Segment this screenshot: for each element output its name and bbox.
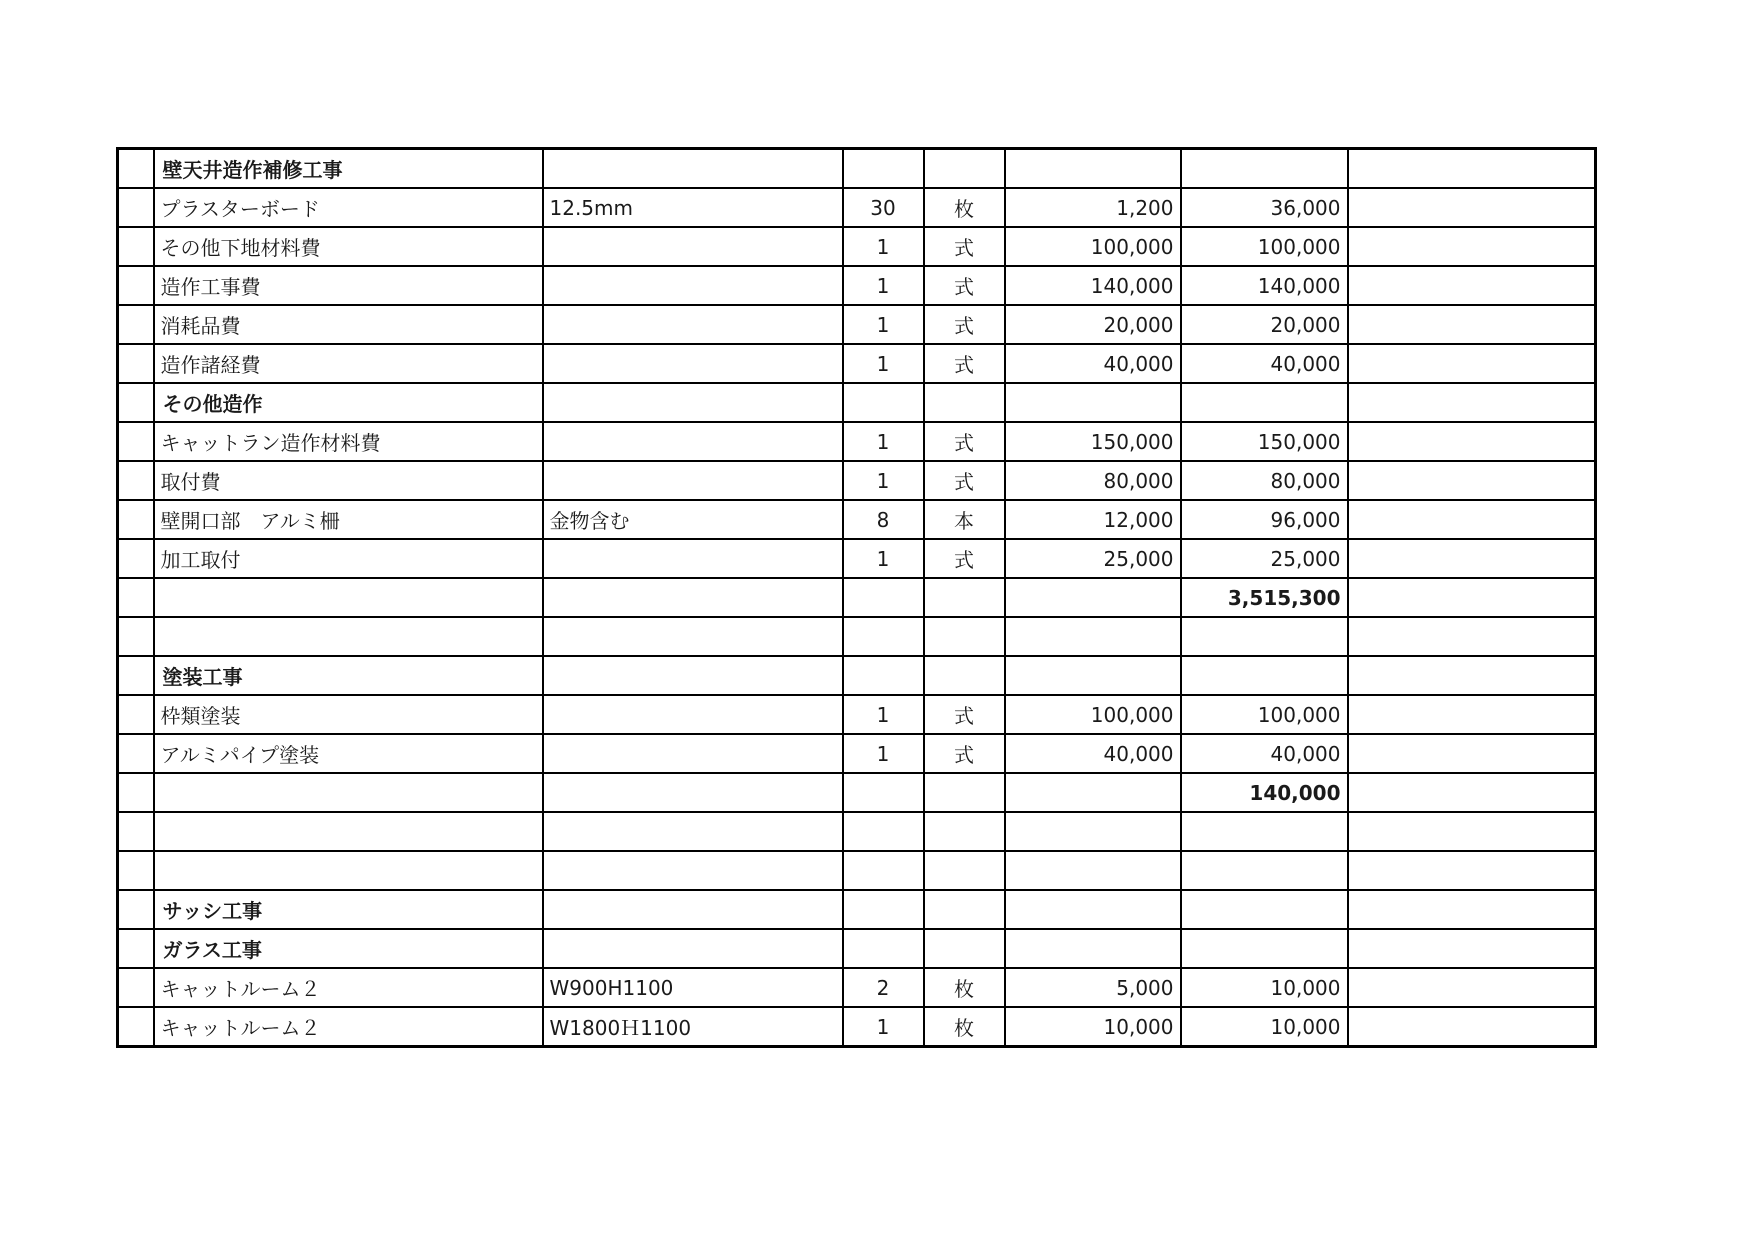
item-name-cell: ガラス工事 (154, 929, 543, 968)
amount-cell: 40,000 (1181, 344, 1348, 383)
item-row (118, 422, 1596, 461)
quantity-cell: 1 (843, 461, 924, 500)
note-cell (1348, 812, 1596, 851)
item-row (118, 188, 1596, 227)
unit-price-cell: 5,000 (1005, 968, 1181, 1007)
amount-cell: 20,000 (1181, 305, 1348, 344)
estimate-table (116, 147, 1597, 1048)
quantity-cell: 1 (843, 695, 924, 734)
quantity-cell (843, 851, 924, 890)
amount-cell (1181, 656, 1348, 695)
quantity-cell: 1 (843, 227, 924, 266)
note-cell (1348, 539, 1596, 578)
unit-cell: 式 (924, 227, 1005, 266)
item-spec-cell: W900H1100 (543, 968, 843, 1007)
item-spec-cell (543, 851, 843, 890)
quantity-cell (843, 149, 924, 189)
row-index-cell (118, 773, 154, 812)
unit-cell: 式 (924, 461, 1005, 500)
unit-cell: 本 (924, 500, 1005, 539)
amount-cell: 140,000 (1181, 773, 1348, 812)
item-spec-cell (543, 617, 843, 656)
unit-price-cell (1005, 617, 1181, 656)
quantity-cell (843, 578, 924, 617)
unit-cell (924, 929, 1005, 968)
note-cell (1348, 695, 1596, 734)
unit-cell: 式 (924, 266, 1005, 305)
row-index-cell (118, 812, 154, 851)
amount-cell (1181, 149, 1348, 189)
unit-price-cell (1005, 578, 1181, 617)
note-cell (1348, 617, 1596, 656)
item-name-cell (154, 851, 543, 890)
unit-price-cell (1005, 812, 1181, 851)
unit-cell: 式 (924, 344, 1005, 383)
item-row (118, 695, 1596, 734)
item-row (118, 344, 1596, 383)
item-name-cell: キャットルーム２ (154, 968, 543, 1007)
row-index-cell (118, 149, 154, 189)
note-cell (1348, 188, 1596, 227)
quantity-cell (843, 773, 924, 812)
unit-cell (924, 890, 1005, 929)
quantity-cell: 1 (843, 305, 924, 344)
unit-cell (924, 773, 1005, 812)
unit-price-cell: 80,000 (1005, 461, 1181, 500)
subtotal-row (118, 578, 1596, 617)
amount-cell: 3,515,300 (1181, 578, 1348, 617)
item-row (118, 266, 1596, 305)
note-cell (1348, 461, 1596, 500)
note-cell (1348, 422, 1596, 461)
quantity-cell (843, 812, 924, 851)
unit-price-cell: 1,200 (1005, 188, 1181, 227)
quantity-cell: 1 (843, 266, 924, 305)
amount-cell: 80,000 (1181, 461, 1348, 500)
item-spec-cell (543, 695, 843, 734)
unit-price-cell (1005, 656, 1181, 695)
amount-cell: 10,000 (1181, 1007, 1348, 1047)
row-index-cell (118, 227, 154, 266)
amount-cell (1181, 929, 1348, 968)
empty-row (118, 851, 1596, 890)
unit-price-cell (1005, 890, 1181, 929)
item-row (118, 539, 1596, 578)
item-spec-cell (543, 461, 843, 500)
amount-cell (1181, 851, 1348, 890)
amount-cell (1181, 812, 1348, 851)
row-index-cell (118, 617, 154, 656)
item-name-cell: 壁天井造作補修工事 (154, 149, 543, 189)
item-name-cell: アルミパイプ塗装 (154, 734, 543, 773)
quantity-cell (843, 656, 924, 695)
note-cell (1348, 734, 1596, 773)
unit-cell: 式 (924, 734, 1005, 773)
note-cell (1348, 500, 1596, 539)
item-name-cell: 塗装工事 (154, 656, 543, 695)
unit-cell (924, 149, 1005, 189)
note-cell (1348, 266, 1596, 305)
row-index-cell (118, 305, 154, 344)
item-name-cell: キャットルーム２ (154, 1007, 543, 1047)
note-cell (1348, 578, 1596, 617)
row-index-cell (118, 422, 154, 461)
unit-cell (924, 383, 1005, 422)
amount-cell: 100,000 (1181, 695, 1348, 734)
section-row (118, 383, 1596, 422)
item-spec-cell (543, 539, 843, 578)
item-name-cell (154, 617, 543, 656)
row-index-cell (118, 266, 154, 305)
amount-cell: 100,000 (1181, 227, 1348, 266)
unit-cell (924, 617, 1005, 656)
unit-price-cell: 20,000 (1005, 305, 1181, 344)
unit-price-cell: 100,000 (1005, 695, 1181, 734)
item-spec-cell (543, 734, 843, 773)
amount-cell: 25,000 (1181, 539, 1348, 578)
unit-cell: 枚 (924, 968, 1005, 1007)
item-row (118, 461, 1596, 500)
unit-price-cell (1005, 929, 1181, 968)
unit-price-cell: 40,000 (1005, 344, 1181, 383)
unit-price-cell (1005, 149, 1181, 189)
note-cell (1348, 344, 1596, 383)
quantity-cell: 2 (843, 968, 924, 1007)
quantity-cell: 30 (843, 188, 924, 227)
item-spec-cell (543, 305, 843, 344)
unit-price-cell: 100,000 (1005, 227, 1181, 266)
item-row (118, 500, 1596, 539)
item-name-cell: プラスターボード (154, 188, 543, 227)
section-row (118, 929, 1596, 968)
item-spec-cell (543, 422, 843, 461)
note-cell (1348, 227, 1596, 266)
item-row (118, 305, 1596, 344)
note-cell (1348, 305, 1596, 344)
item-spec-cell (543, 578, 843, 617)
empty-row (118, 812, 1596, 851)
quantity-cell (843, 383, 924, 422)
item-name-cell: 造作諸経費 (154, 344, 543, 383)
unit-price-cell: 10,000 (1005, 1007, 1181, 1047)
row-index-cell (118, 539, 154, 578)
unit-cell (924, 812, 1005, 851)
unit-cell: 枚 (924, 188, 1005, 227)
amount-cell: 40,000 (1181, 734, 1348, 773)
item-name-cell: サッシ工事 (154, 890, 543, 929)
item-spec-cell (543, 383, 843, 422)
section-row (118, 890, 1596, 929)
subtotal-row (118, 773, 1596, 812)
row-index-cell (118, 968, 154, 1007)
quantity-cell (843, 617, 924, 656)
unit-price-cell (1005, 383, 1181, 422)
unit-price-cell: 140,000 (1005, 266, 1181, 305)
row-index-cell (118, 734, 154, 773)
unit-cell (924, 656, 1005, 695)
item-spec-cell (543, 929, 843, 968)
amount-cell: 96,000 (1181, 500, 1348, 539)
item-name-cell (154, 773, 543, 812)
item-name-cell: キャットラン造作材料費 (154, 422, 543, 461)
unit-cell (924, 578, 1005, 617)
amount-cell: 36,000 (1181, 188, 1348, 227)
row-index-cell (118, 344, 154, 383)
empty-row (118, 617, 1596, 656)
item-name-cell: 消耗品費 (154, 305, 543, 344)
item-spec-cell (543, 227, 843, 266)
item-name-cell: その他下地材料費 (154, 227, 543, 266)
unit-price-cell (1005, 851, 1181, 890)
item-name-cell (154, 812, 543, 851)
row-index-cell (118, 929, 154, 968)
quantity-cell: 8 (843, 500, 924, 539)
row-index-cell (118, 383, 154, 422)
quantity-cell (843, 890, 924, 929)
quantity-cell: 1 (843, 1007, 924, 1047)
unit-price-cell: 25,000 (1005, 539, 1181, 578)
note-cell (1348, 383, 1596, 422)
note-cell (1348, 149, 1596, 189)
amount-cell: 150,000 (1181, 422, 1348, 461)
section-row (118, 656, 1596, 695)
row-index-cell (118, 461, 154, 500)
note-cell (1348, 890, 1596, 929)
row-index-cell (118, 890, 154, 929)
row-index-cell (118, 656, 154, 695)
note-cell (1348, 851, 1596, 890)
item-spec-cell (543, 656, 843, 695)
item-spec-cell (543, 890, 843, 929)
item-name-cell: 壁開口部 アルミ柵 (154, 500, 543, 539)
note-cell (1348, 773, 1596, 812)
unit-cell: 式 (924, 539, 1005, 578)
note-cell (1348, 968, 1596, 1007)
row-index-cell (118, 1007, 154, 1047)
item-spec-cell: W1800Ｈ1100 (543, 1007, 843, 1047)
item-spec-cell (543, 773, 843, 812)
item-spec-cell (543, 344, 843, 383)
item-spec-cell: 12.5mm (543, 188, 843, 227)
unit-price-cell: 150,000 (1005, 422, 1181, 461)
unit-price-cell (1005, 773, 1181, 812)
amount-cell (1181, 890, 1348, 929)
unit-price-cell: 40,000 (1005, 734, 1181, 773)
row-index-cell (118, 578, 154, 617)
quantity-cell: 1 (843, 539, 924, 578)
item-spec-cell (543, 812, 843, 851)
unit-cell: 式 (924, 422, 1005, 461)
section-row (118, 149, 1596, 189)
amount-cell (1181, 383, 1348, 422)
unit-cell: 式 (924, 305, 1005, 344)
note-cell (1348, 656, 1596, 695)
row-index-cell (118, 500, 154, 539)
row-index-cell (118, 695, 154, 734)
estimate-table-body (118, 149, 1596, 1047)
note-cell (1348, 1007, 1596, 1047)
quantity-cell: 1 (843, 344, 924, 383)
item-name-cell (154, 578, 543, 617)
item-name-cell: 加工取付 (154, 539, 543, 578)
row-index-cell (118, 188, 154, 227)
item-spec-cell (543, 266, 843, 305)
amount-cell: 140,000 (1181, 266, 1348, 305)
quantity-cell (843, 929, 924, 968)
unit-cell: 式 (924, 695, 1005, 734)
quantity-cell: 1 (843, 734, 924, 773)
unit-price-cell: 12,000 (1005, 500, 1181, 539)
item-name-cell: その他造作 (154, 383, 543, 422)
item-row (118, 734, 1596, 773)
row-index-cell (118, 851, 154, 890)
quantity-cell: 1 (843, 422, 924, 461)
amount-cell (1181, 617, 1348, 656)
amount-cell: 10,000 (1181, 968, 1348, 1007)
item-name-cell: 枠類塗装 (154, 695, 543, 734)
unit-cell (924, 851, 1005, 890)
item-name-cell: 取付費 (154, 461, 543, 500)
item-row (118, 968, 1596, 1007)
item-name-cell: 造作工事費 (154, 266, 543, 305)
item-spec-cell (543, 149, 843, 189)
item-row (118, 227, 1596, 266)
item-spec-cell: 金物含む (543, 500, 843, 539)
note-cell (1348, 929, 1596, 968)
item-row (118, 1007, 1596, 1047)
unit-cell: 枚 (924, 1007, 1005, 1047)
